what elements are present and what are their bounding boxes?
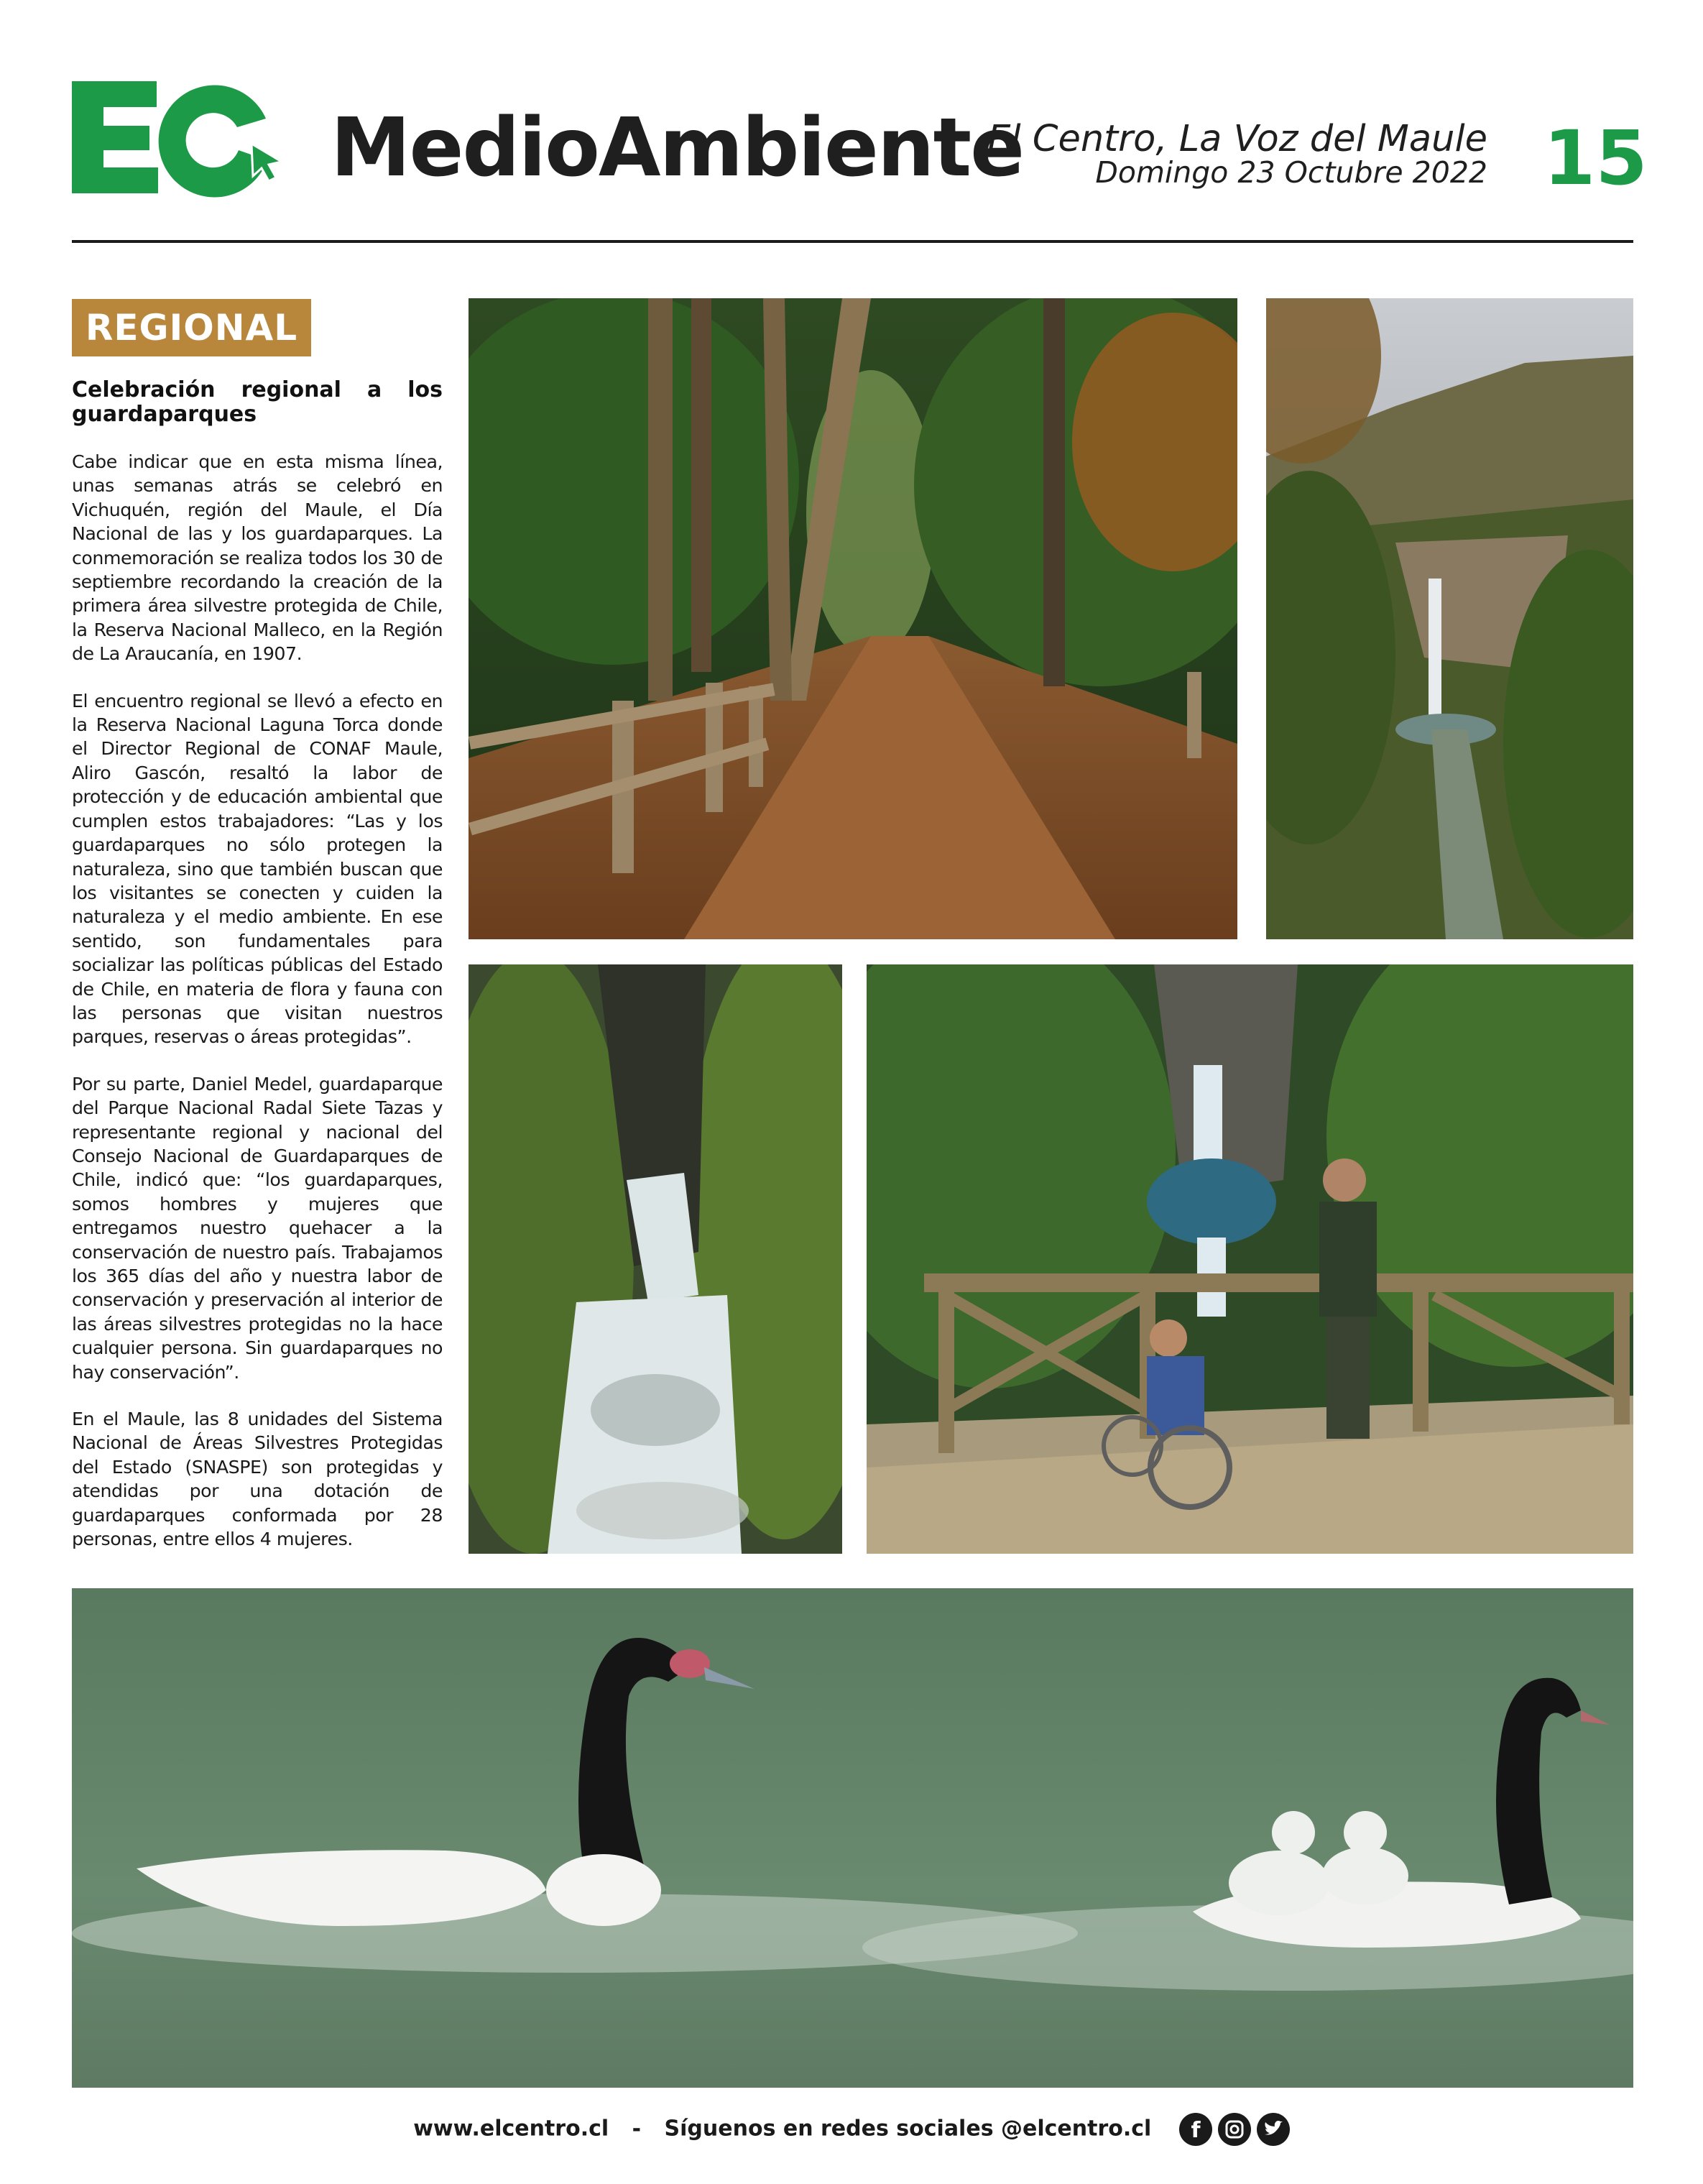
article-paragraph: Cabe indicar que en esta misma línea, unas semanas atrás se celebró en Vichuquén, región del Maule, el Día Nacional de las y los guardaparques. La conmemoración se realiza todos los 30 de septiembre recordando la creación de la primera área silvestre protegida de Chile, la Reserva Nacional Malleco, en la Región de La Araucanía, en 1907.	[72, 451, 443, 665]
section-tag: REGIONAL	[72, 299, 311, 356]
forest-path-photo	[469, 298, 1237, 939]
instagram-icon[interactable]	[1218, 2113, 1251, 2146]
ec-logo	[72, 75, 287, 198]
article-paragraph: Por su parte, Daniel Medel, guardaparque del Parque Nacional Radal Siete Tazas y representante regional y nacional del Consejo Nacional de Guardaparques de Chile, indicó que: “los guardaparques, somos hombres y mujeres que entregamos nuestro quehacer a la conservación de nuestro país. Trabajamos los 365 días del año y nuestra labor de conservación y preservación al interior de las áreas silvestres protegidas no la hace cualquier persona. Sin guardaparques no hay conservación”.	[72, 1073, 443, 1383]
twitter-icon[interactable]	[1257, 2113, 1290, 2146]
article-paragraph: El encuentro regional se llevó a efecto en la Reserva Nacional Laguna Torca donde el Director Regional de CONAF Maule, Aliro Gascón, resaltó la labor de protección y de educación ambiental que cumplen estos trabajadores: “Las y los guardaparques no sólo protegen la naturaleza, sino que también buscan que los visitantes se conecten y cuiden la naturaleza y el medio ambiente. En ese sentido, son fundamentales para socializar las políticas públicas del Estado de Chile, en materia de flora y fauna con las personas que visitan nuestros parques, reservas o áreas protegidas”.	[72, 690, 443, 1048]
page-number: 15	[1543, 114, 1648, 202]
social-text: Síguenos en redes sociales @elcentro.cl	[664, 2116, 1152, 2142]
article-headline: Celebración regional a los guardaparques	[72, 377, 443, 427]
footer-separator: -	[632, 2116, 642, 2142]
article-body	[72, 378, 443, 1574]
facebook-icon[interactable]	[1179, 2113, 1212, 2146]
website-link[interactable]: www.elcentro.cl	[413, 2116, 609, 2142]
social-icons	[1179, 2113, 1290, 2146]
waterfall-valley-photo	[1266, 298, 1633, 939]
footer	[0, 2113, 1703, 2146]
swans-lake-photo	[72, 1588, 1633, 2088]
publication-date: Domingo 23 Octubre 2022	[1095, 155, 1487, 190]
publication-name: El Centro, La Voz del Maule	[987, 118, 1487, 160]
section-title: MedioAmbiente	[331, 101, 1024, 195]
gorge-river-photo	[469, 964, 842, 1554]
article-paragraph: En el Maule, las 8 unidades del Sistema Nacional de Áreas Silvestres Protegidas del Estado (SNASPE) son protegidas y atendidas por una dotación de guardaparques conformada por 28 personas, entre ellos 4 mujeres.	[72, 1409, 443, 1550]
ranger-viewpoint-photo	[867, 964, 1633, 1554]
svg-text:f: f	[1191, 2118, 1201, 2143]
header-divider	[72, 240, 1633, 243]
